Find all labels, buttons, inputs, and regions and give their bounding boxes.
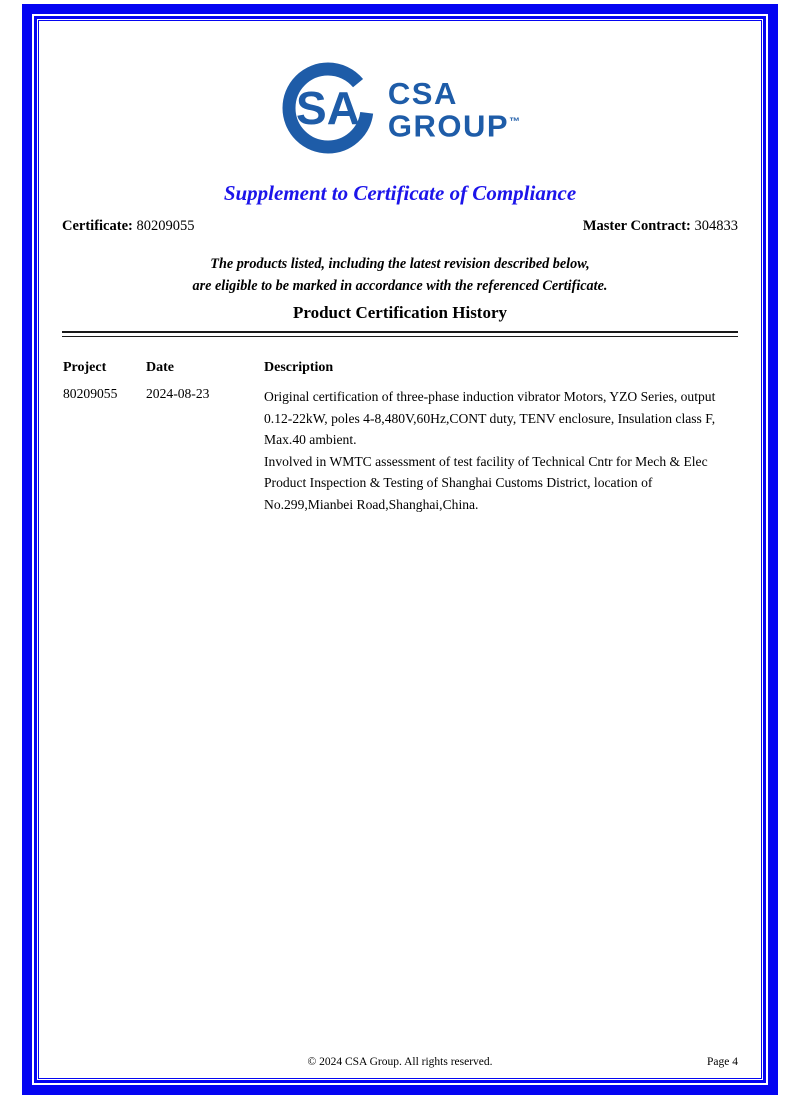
description-paragraph-1: Original certification of three-phase induction vibrator Motors, YZO Series, output 0.12-22kW, poles 4-8,480V,60Hz,CONT duty, TENV enclosure, Insulation class F, Max.40 ambient. bbox=[264, 389, 716, 447]
description-paragraph-2: Involved in WMTC assessment of test facility of Technical Cntr for Mech & Elec Product Inspection & Testing of Shanghai Customs District, location of No.299,Mianbei Road,Shanghai,China. bbox=[264, 453, 708, 512]
csa-emblem-icon bbox=[280, 60, 376, 161]
certificate-number bbox=[62, 218, 194, 235]
column-header-date: Date bbox=[146, 360, 174, 375]
csa-emblem-monogram: SA bbox=[295, 82, 360, 134]
column-header-project: Project bbox=[63, 360, 107, 375]
copyright-text: © 2024 CSA Group. All rights reserved. bbox=[307, 1056, 493, 1068]
section-heading: Product Certification History bbox=[292, 303, 508, 322]
master-contract-value: 304833 bbox=[694, 218, 738, 234]
column-header-description: Description bbox=[264, 360, 334, 375]
trademark-symbol: ™ bbox=[509, 116, 521, 129]
csa-group-logo bbox=[0, 60, 800, 161]
page-footer bbox=[62, 1056, 738, 1072]
eligibility-notice bbox=[0, 253, 800, 297]
eligibility-notice-line1: The products listed, including the latest revision described below, bbox=[210, 256, 590, 272]
section-divider bbox=[62, 331, 738, 337]
csa-logo-line2: GROUP bbox=[387, 108, 510, 144]
cell-project: 80209055 bbox=[63, 386, 118, 401]
certificate-value: 80209055 bbox=[136, 218, 195, 234]
csa-logo-wordmark bbox=[387, 76, 521, 144]
cell-description bbox=[264, 386, 738, 515]
certificate-label: Certificate: bbox=[62, 218, 133, 234]
master-contract-number bbox=[583, 218, 738, 235]
certificate-info-row bbox=[62, 218, 738, 235]
page-number: Page 4 bbox=[707, 1056, 738, 1068]
eligibility-notice-line2: are eligible to be marked in accordance with the referenced Certificate. bbox=[192, 278, 608, 294]
csa-logo-line1: CSA bbox=[387, 76, 458, 112]
master-contract-label: Master Contract: bbox=[582, 218, 691, 234]
document-title: Supplement to Certificate of Compliance bbox=[223, 181, 577, 205]
cell-date: 2024-08-23 bbox=[146, 386, 210, 401]
